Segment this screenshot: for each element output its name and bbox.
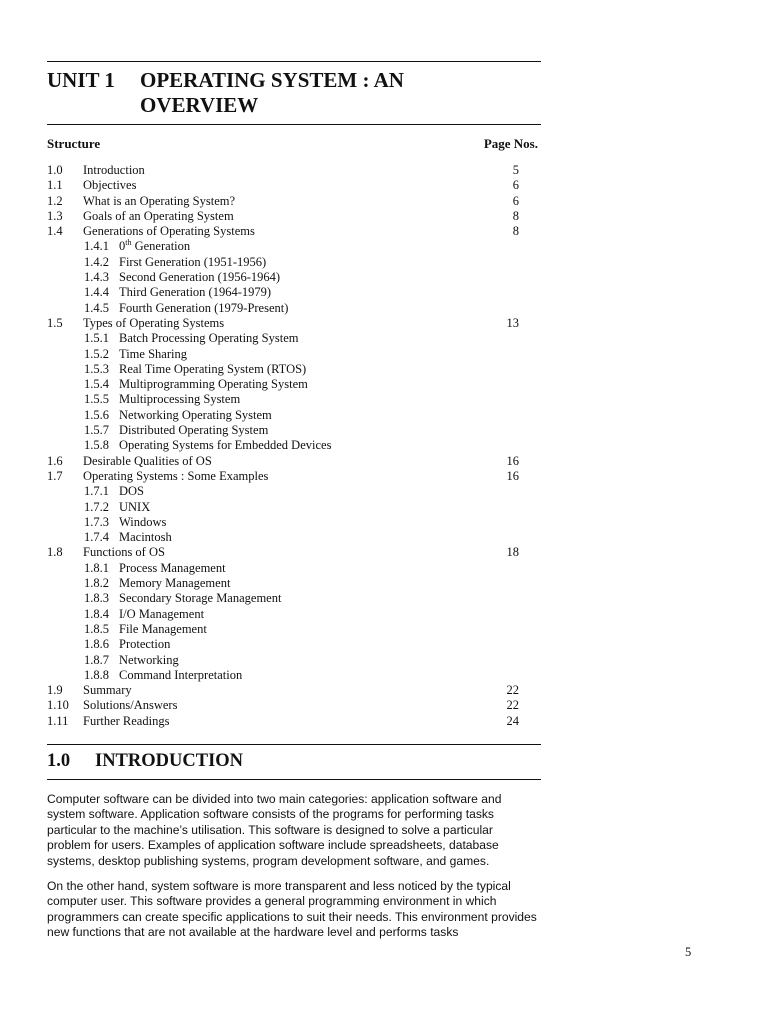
toc-number: 1.8.2	[84, 576, 109, 591]
toc-number: 1.8.5	[84, 621, 109, 636]
toc-row	[47, 438, 519, 453]
toc-title: What is an Operating System?	[83, 193, 236, 208]
toc-row	[47, 285, 519, 300]
toc-row	[47, 714, 519, 729]
toc-title: Third Generation (1964-1979)	[119, 285, 272, 300]
toc-page: 16	[506, 468, 519, 483]
toc-number: 1.4.3	[84, 270, 109, 285]
toc-number: 1.5.1	[84, 331, 109, 346]
toc-title: Operating Systems : Some Examples	[83, 468, 269, 483]
toc-title: Command Interpretation	[119, 667, 243, 682]
toc-page: 8	[512, 208, 519, 223]
toc-number: 1.4.5	[84, 300, 109, 315]
toc-title	[119, 239, 190, 254]
toc-number: 1.8.3	[84, 591, 109, 606]
toc-row	[47, 591, 519, 606]
toc-row	[47, 301, 519, 316]
toc-title: I/O Management	[119, 606, 205, 621]
toc-page: 22	[506, 683, 519, 698]
toc-title: Summary	[83, 683, 132, 698]
toc-row	[47, 530, 519, 545]
toc-number: 1.4	[47, 224, 63, 239]
toc-number: 1.9	[47, 683, 63, 698]
toc-number: 1.8.7	[84, 652, 109, 667]
toc-number: 1.6	[47, 453, 63, 468]
toc-number: 1.5.5	[84, 392, 109, 407]
toc-number: 1.7	[47, 468, 63, 483]
toc-number: 1.8.1	[84, 560, 109, 575]
toc-page: 22	[506, 698, 519, 713]
unit-heading	[140, 68, 520, 118]
toc-number: 1.8.4	[84, 606, 109, 621]
unit-number: UNIT 1	[47, 68, 115, 92]
section-underline-rule	[47, 779, 541, 780]
toc-title: Process Management	[119, 560, 226, 575]
intro-paragraph-2: On the other hand, system software is more transparent and less noticed by the typical computer user. This software provides a general programming environment in which programmers can create specific applications to suit their needs. This environment provides new functions that are not available at the hardware level and performs tasks	[47, 879, 537, 940]
toc-row	[47, 454, 519, 469]
toc-title-rest: Generation	[131, 239, 191, 254]
toc-number: 1.11	[47, 713, 69, 728]
toc-page: 6	[512, 178, 519, 193]
toc-row	[47, 561, 519, 576]
toc-title-base: 0	[119, 239, 126, 254]
toc-number: 1.5	[47, 315, 63, 330]
toc-number: 1.7.1	[84, 484, 109, 499]
toc-title: Windows	[119, 514, 167, 529]
toc-row	[47, 194, 519, 209]
toc-row	[47, 316, 519, 331]
toc-title: Multiprocessing System	[119, 392, 241, 407]
toc-number: 1.7.2	[84, 499, 109, 514]
toc-row	[47, 515, 519, 530]
toc-page: 24	[506, 713, 519, 728]
toc-title: Desirable Qualities of OS	[83, 453, 212, 468]
toc-title: Introduction	[83, 163, 145, 177]
structure-header	[47, 136, 538, 154]
toc-row	[47, 331, 519, 346]
toc-title: Networking Operating System	[119, 407, 272, 422]
toc-row	[47, 392, 519, 407]
toc-number: 1.5.7	[84, 423, 109, 438]
toc-page: 16	[506, 453, 519, 468]
toc-title: Protection	[119, 637, 171, 652]
toc-row	[47, 607, 519, 622]
toc-page: 6	[512, 193, 519, 208]
toc-title: Generations of Operating Systems	[83, 224, 255, 239]
top-rule	[47, 61, 541, 62]
toc-row	[47, 500, 519, 515]
toc-title: Second Generation (1956-1964)	[119, 270, 281, 285]
toc-title: Macintosh	[119, 530, 172, 545]
intro-paragraph-1: Computer software can be divided into two main categories: application software and system software. Application software consists of the programs for performing tasks particular to the machine’s utilisation. This software is designed to solve a particular problem for users. Examples of application software include spreadsheets, database systems, desktop publishing systems, program development software, and games.	[47, 792, 502, 868]
title-underline-rule	[47, 124, 541, 125]
toc-number: 1.5.8	[84, 438, 109, 453]
toc-title: Memory Management	[119, 576, 231, 591]
toc-title: Batch Processing Operating System	[119, 331, 299, 346]
toc-row	[47, 377, 519, 392]
toc-page: 18	[506, 545, 519, 560]
toc-row	[47, 255, 519, 270]
toc-row	[47, 178, 519, 193]
toc-row	[47, 469, 519, 484]
toc-page: 5	[512, 163, 519, 177]
toc-row	[47, 653, 519, 668]
toc-row	[47, 576, 519, 591]
toc-title: Distributed Operating System	[119, 423, 269, 438]
toc-title: Networking	[119, 652, 179, 667]
page-nos-label: Page Nos.	[483, 136, 538, 151]
toc-row	[47, 347, 519, 362]
toc-row	[47, 239, 519, 254]
toc-number: 1.0	[47, 163, 63, 177]
unit-heading-line2: OVERVIEW	[140, 93, 259, 117]
toc-row	[47, 683, 519, 698]
toc-number: 1.8.8	[84, 667, 109, 682]
page-number: 5	[685, 945, 692, 959]
toc-row	[47, 209, 519, 224]
toc-title: Further Readings	[83, 713, 170, 728]
toc-number: 1.4.4	[84, 285, 109, 300]
toc-number: 1.7.4	[84, 530, 109, 545]
toc-row	[47, 423, 519, 438]
section-number: 1.0	[47, 751, 71, 771]
toc-title: Types of Operating Systems	[83, 315, 225, 330]
toc-row	[47, 408, 519, 423]
toc-row	[47, 362, 519, 377]
toc-row	[47, 224, 519, 239]
toc-number: 1.3	[47, 208, 63, 223]
structure-label: Structure	[47, 136, 101, 151]
toc-number: 1.8	[47, 545, 63, 560]
toc-row	[47, 622, 519, 637]
toc-title: Multiprogramming Operating System	[119, 377, 308, 392]
unit-heading-line1: OPERATING SYSTEM : AN	[140, 68, 404, 92]
toc-bottom-rule	[47, 744, 541, 745]
toc-page: 8	[512, 224, 519, 239]
toc-number: 1.8.6	[84, 637, 109, 652]
toc-title: Fourth Generation (1979-Present)	[119, 300, 289, 315]
toc-title: Time Sharing	[119, 346, 187, 361]
toc-title: Solutions/Answers	[83, 698, 178, 713]
toc-number: 1.5.3	[84, 361, 109, 376]
toc-number: 1.5.2	[84, 346, 109, 361]
toc-title: DOS	[119, 484, 145, 499]
toc-number: 1.4.2	[84, 254, 109, 269]
section-title: INTRODUCTION	[95, 751, 244, 771]
toc-row	[47, 270, 519, 285]
toc-number: 1.5.6	[84, 407, 109, 422]
toc-row	[47, 637, 519, 652]
toc-number: 1.10	[47, 698, 69, 713]
toc-title: UNIX	[119, 499, 151, 514]
toc-title: Objectives	[83, 178, 137, 193]
toc-title-superscript: th	[125, 238, 132, 248]
toc-title: Functions of OS	[83, 545, 165, 560]
toc-row	[47, 698, 519, 713]
toc-row	[47, 545, 519, 560]
toc-title: Real Time Operating System (RTOS)	[119, 361, 307, 376]
toc-number: 1.7.3	[84, 514, 109, 529]
toc-title: Secondary Storage Management	[119, 591, 282, 606]
toc-number: 1.5.4	[84, 377, 109, 392]
toc-row	[47, 668, 519, 683]
toc-title: Operating Systems for Embedded Devices	[119, 438, 332, 453]
toc-page: 13	[506, 315, 519, 330]
toc-title: First Generation (1951-1956)	[119, 254, 267, 269]
toc-row	[47, 163, 519, 178]
toc-title: File Management	[119, 621, 207, 636]
toc-row	[47, 484, 519, 499]
toc-number: 1.1	[47, 178, 63, 193]
toc-title: Goals of an Operating System	[83, 208, 234, 223]
table-of-contents	[47, 163, 519, 729]
toc-number: 1.2	[47, 193, 63, 208]
toc-number: 1.4.1	[84, 239, 109, 254]
